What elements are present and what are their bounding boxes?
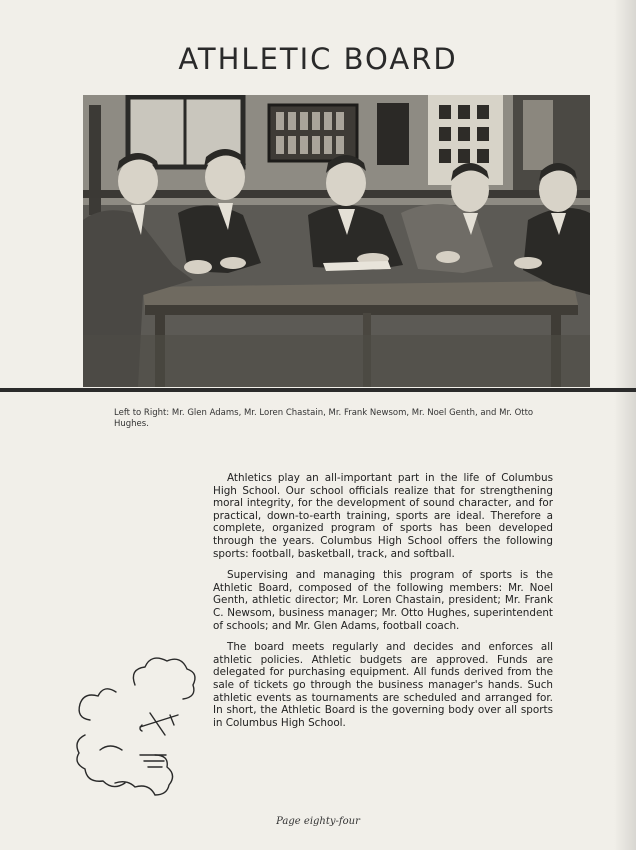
paragraph-2: Supervising and managing this program of sports is the Athletic Board, composed of the following members: Mr. Noel Genth, athletic director; Mr. Loren Chastain, president; Mr. Frank C. Newsom, business manager; Mr. Otto Hughes, superintendent of schools; and Mr. Glen Adams, football coach. xyxy=(213,569,553,632)
article-body xyxy=(213,472,553,738)
page-number: Page eighty-four xyxy=(276,816,360,827)
horizontal-rule xyxy=(0,388,636,392)
photo-caption: Left to Right: Mr. Glen Adams, Mr. Loren Chastain, Mr. Frank Newsom, Mr. Noel Genth, and Mr. Otto Hughes. xyxy=(114,408,534,429)
paragraph-3: The board meets regularly and decides and enforces all athletic policies. Athletic budgets are approved. Funds are delegated for purchasing equipment. All funds derived from the sale of tickets go through the business manager's hands. Such athletic events as tournaments are scheduled and arranged for. In short, the Athletic Board is the governing body over all sports in Columbus High School. xyxy=(213,641,553,729)
group-photo xyxy=(83,95,590,387)
paragraph-1: Athletics play an all-important part in the life of Columbus High School. Our school officials realize that for strengthening moral integrity, for the development of sound character, and for practical, down-to-earth training, sports are ideal. Therefore a complete, organized program of sports has been developed through the years. Columbus High School offers the following sports: football, basketball, track, and softball. xyxy=(213,472,553,560)
binding-shadow xyxy=(614,0,636,850)
page-title: ATHLETIC BOARD xyxy=(178,42,458,76)
airplane-clouds-doodle xyxy=(70,655,200,800)
